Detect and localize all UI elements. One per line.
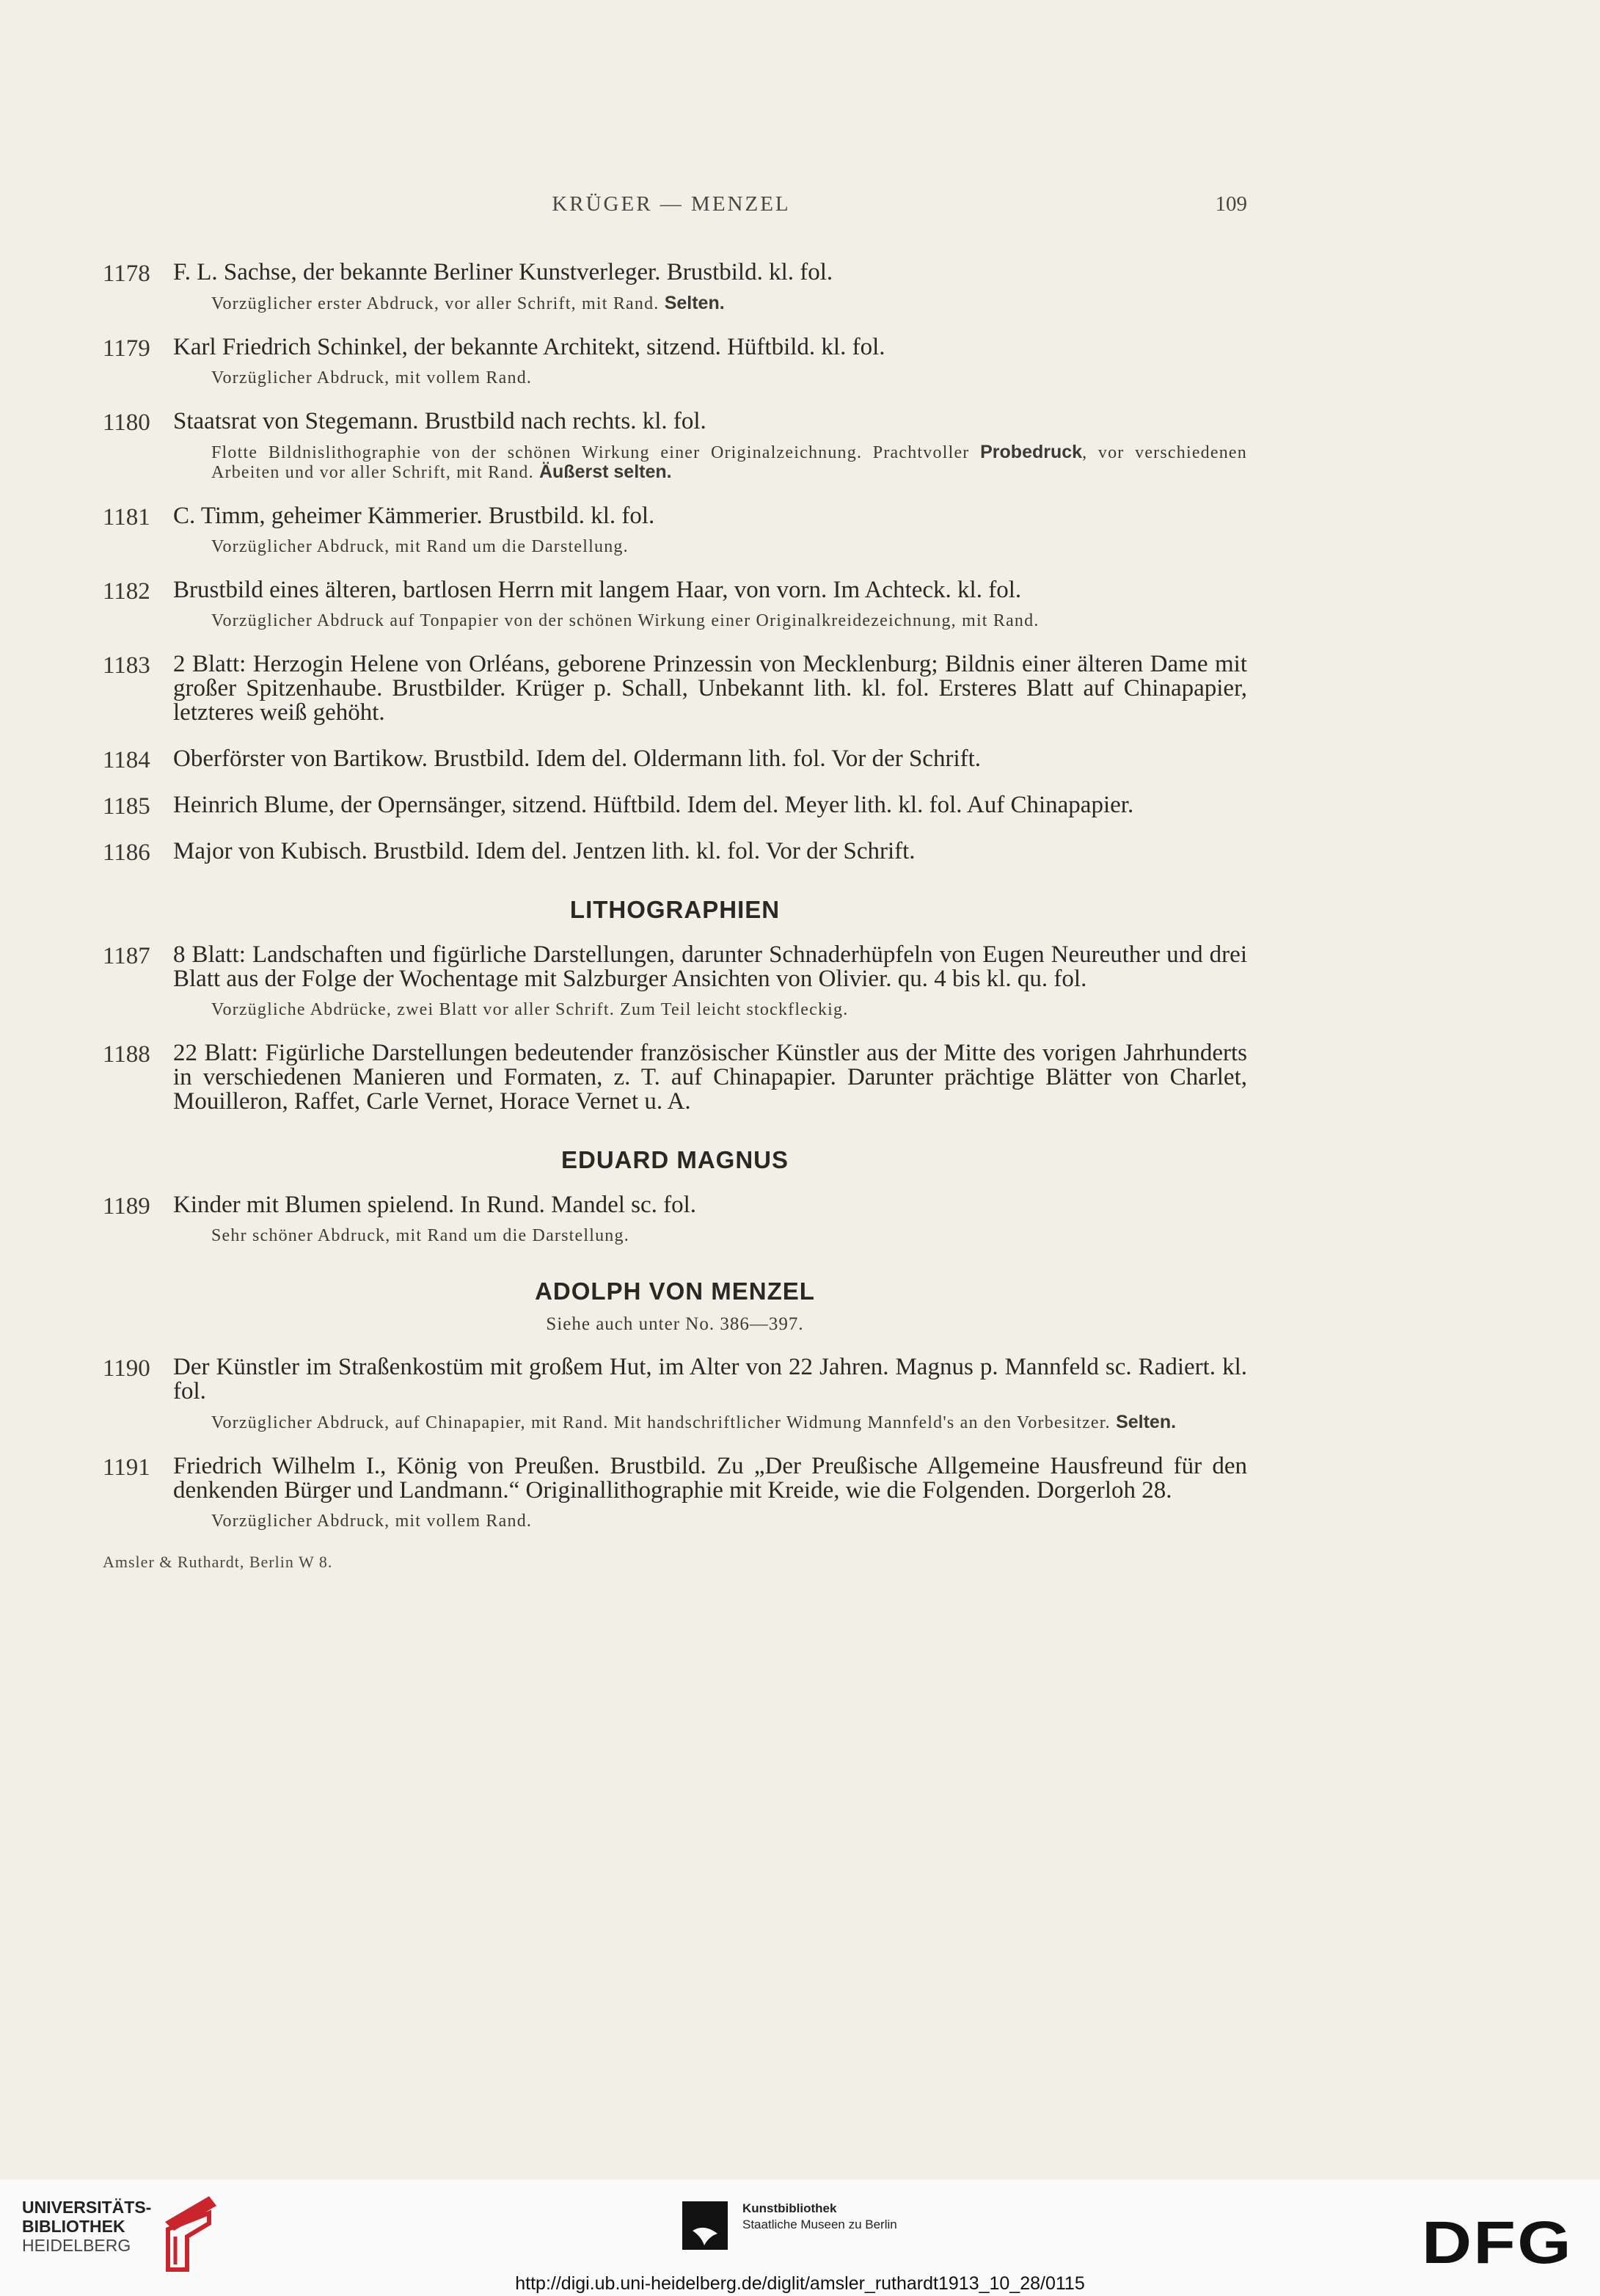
- entry-number: 1184: [103, 747, 150, 773]
- entries-lithographien: [103, 943, 1247, 1114]
- entry-condition-note: [211, 1000, 1247, 1019]
- entry-condition-note: [211, 442, 1247, 482]
- catalog-entry: [103, 260, 1247, 313]
- catalog-entry: [103, 504, 1247, 556]
- running-head: [0, 192, 1600, 222]
- section-heading-menzel: ADOLPH VON MENZEL: [535, 1278, 815, 1305]
- entry-description: Brustbild eines älteren, bartlosen Herrn mit langem Haar, von vorn. Im Achteck. kl. fol.: [173, 577, 1022, 603]
- entry-number: 1187: [103, 943, 150, 969]
- note-text-continued: , vor verschiedenen Arbeiten und vor aller Schrift, mit Rand.: [211, 443, 1247, 482]
- entry-condition-note: [211, 537, 1247, 556]
- entries-menzel: [103, 1355, 1247, 1531]
- entry-number: 1182: [103, 578, 150, 605]
- entry-number: 1188: [103, 1041, 150, 1068]
- ub-heidelberg-logo-icon[interactable]: [158, 2193, 224, 2273]
- entry-description: Karl Friedrich Schinkel, der bekannte Architekt, sitzend. Hüftbild. kl. fol.: [173, 334, 885, 360]
- entry-description: 2 Blatt: Herzogin Helene von Orléans, geborene Prinzessin von Mecklenburg; Bildnis einer älteren Dame mit großer Spitzenhaube. Brustbilder. Krüger p. Schall, Unbekannt lith. kl. fol. Ersteres Blatt auf Chinapapier, letzteres weiß gehöht.: [173, 651, 1247, 726]
- entry-number: 1179: [103, 335, 150, 362]
- ub-line-2: BIBLIOTHEK: [22, 2217, 125, 2236]
- entry-number: 1178: [103, 260, 150, 287]
- entry-condition-note: [211, 294, 1247, 313]
- catalog-entry: [103, 792, 1247, 820]
- entries-magnus: [103, 1193, 1247, 1245]
- catalog-content: [103, 260, 1247, 1572]
- note-text: Vorzüglicher erster Abdruck, vor aller Schrift, mit Rand.: [211, 294, 660, 313]
- ub-line-1: UNIVERSITÄTS-: [22, 2198, 152, 2217]
- note-text: Vorzüglicher Abdruck, mit vollem Rand.: [211, 368, 533, 387]
- entry-description: Staatsrat von Stegemann. Brustbild nach rechts. kl. fol.: [173, 408, 706, 434]
- catalog-entry: [103, 652, 1247, 725]
- note-text: Sehr schöner Abdruck, mit Rand um die Darstellung.: [211, 1226, 629, 1245]
- entry-description: Oberförster von Bartikow. Brustbild. Idem del. Oldermann lith. fol. Vor der Schrift.: [173, 746, 982, 772]
- digitization-footer: [0, 2179, 1600, 2296]
- printer-imprint: Amsler & Ruthardt, Berlin W 8.: [103, 1553, 333, 1571]
- dfg-logo[interactable]: DFG: [1422, 2209, 1573, 2276]
- ub-line-3: HEIDELBERG: [22, 2236, 131, 2255]
- entry-number: 1181: [103, 504, 150, 531]
- kb-title: Kunstbibliothek: [742, 2201, 837, 2215]
- running-title: KRÜGER — MENZEL: [552, 192, 791, 216]
- entry-description: Major von Kubisch. Brustbild. Idem del. Jentzen lith. kl. fol. Vor der Schrift.: [173, 838, 916, 864]
- entry-condition-note: [211, 1413, 1247, 1432]
- kunstbibliothek-logo-icon[interactable]: [682, 2201, 728, 2250]
- entry-condition-note: [211, 1226, 1247, 1245]
- catalog-entry: [103, 1193, 1247, 1245]
- entry-condition-note: [211, 368, 1247, 387]
- entry-number: 1180: [103, 409, 150, 436]
- note-text: Vorzüglicher Abdruck, mit vollem Rand.: [211, 1512, 533, 1531]
- entry-description: 22 Blatt: Figürliche Darstellungen bedeutender französischer Künstler aus der Mitte des vorigen Jahrhunderts in verschiedenen Manieren und Formaten, z. T. auf Chinapapier. Darunter prächtige Blätter von Charlet, Mouilleron, Raffet, Carle Vernet, Horace Vernet u. A.: [173, 1040, 1247, 1115]
- catalog-entry: [103, 1355, 1247, 1432]
- note-text: Vorzügliche Abdrücke, zwei Blatt vor aller Schrift. Zum Teil leicht stockfleckig.: [211, 1000, 849, 1019]
- catalog-entry: [103, 578, 1247, 630]
- entry-description: Kinder mit Blumen spielend. In Rund. Mandel sc. fol.: [173, 1192, 697, 1218]
- note-emphasis: Selten.: [664, 293, 725, 313]
- ub-heidelberg-name[interactable]: [22, 2198, 151, 2255]
- catalog-entry: [103, 839, 1247, 864]
- note-text: Vorzüglicher Abdruck, mit Rand um die Darstellung.: [211, 537, 629, 556]
- entry-number: 1191: [103, 1454, 150, 1481]
- page-number: 109: [1215, 192, 1247, 216]
- catalog-entry: [103, 943, 1247, 1019]
- kb-subtitle: Staatliche Museen zu Berlin: [742, 2217, 897, 2231]
- kunstbibliothek-name[interactable]: [742, 2201, 897, 2233]
- section-heading-lithographien: LITHOGRAPHIEN: [569, 896, 781, 923]
- entry-description: C. Timm, geheimer Kämmerier. Brustbild. kl. fol.: [173, 503, 655, 529]
- note-text: Vorzüglicher Abdruck, auf Chinapapier, mit Rand. Mit handschriftlicher Widmung Mannfeld's an den Vorbesitzer.: [211, 1413, 1111, 1432]
- entry-description: Friedrich Wilhelm I., König von Preußen. Brustbild. Zu „Der Preußische Allgemeine Hausfreund für den denkenden Bürger und Landmann.“ Originallithographie mit Kreide, wie die Folgenden. Dorgerloh 28.: [173, 1453, 1247, 1504]
- note-text: Vorzüglicher Abdruck auf Tonpapier von der schönen Wirkung einer Originalkreidezeichnung, mit Rand.: [211, 611, 1040, 630]
- entry-number: 1190: [103, 1355, 150, 1382]
- note-text: Flotte Bildnislithographie von der schönen Wirkung einer Originalzeichnung. Prachtvoller: [211, 443, 970, 462]
- catalog-entry: [103, 335, 1247, 387]
- entry-condition-note: [211, 611, 1247, 630]
- entry-number: 1186: [103, 839, 150, 866]
- entry-description: Der Künstler im Straßenkostüm mit großem Hut, im Alter von 22 Jahren. Magnus p. Mannfeld sc. Radiert. kl. fol.: [173, 1354, 1247, 1404]
- permalink-url[interactable]: http://digi.ub.uni-heidelberg.de/diglit/amsler_ruthardt1913_10_28/0115: [515, 2273, 1085, 2294]
- catalog-entry: [103, 1454, 1247, 1531]
- entry-number: 1189: [103, 1193, 150, 1220]
- note-emphasis: Selten.: [1116, 1412, 1177, 1432]
- catalog-entry: [103, 409, 1247, 482]
- note-emphasis: Probedruck: [980, 442, 1083, 462]
- section-heading-magnus: EDUARD MAGNUS: [561, 1146, 789, 1173]
- note-emphasis-rarity: Äußerst selten.: [538, 462, 672, 482]
- entry-number: 1183: [103, 652, 150, 679]
- entry-description: 8 Blatt: Landschaften und figürliche Darstellungen, darunter Schnaderhüpfeln von Eugen Neureuther und drei Blatt aus der Folge der Wochentage mit Salzburger Ansichten von Olivier. qu. 4 bis kl. qu. fol.: [173, 941, 1247, 992]
- catalog-entry: [103, 1041, 1247, 1114]
- catalog-entry: [103, 747, 1247, 771]
- entry-description: Heinrich Blume, der Opernsänger, sitzend. Hüftbild. Idem del. Meyer lith. kl. fol. Auf Chinapapier.: [173, 792, 1134, 818]
- entry-condition-note: [211, 1512, 1247, 1531]
- entries-krueger: [103, 260, 1247, 864]
- section-crossref: Siehe auch unter No. 386—397.: [546, 1314, 804, 1334]
- entry-description: F. L. Sachse, der bekannte Berliner Kunstverleger. Brustbild. kl. fol.: [173, 259, 833, 285]
- entry-number: 1185: [103, 793, 150, 820]
